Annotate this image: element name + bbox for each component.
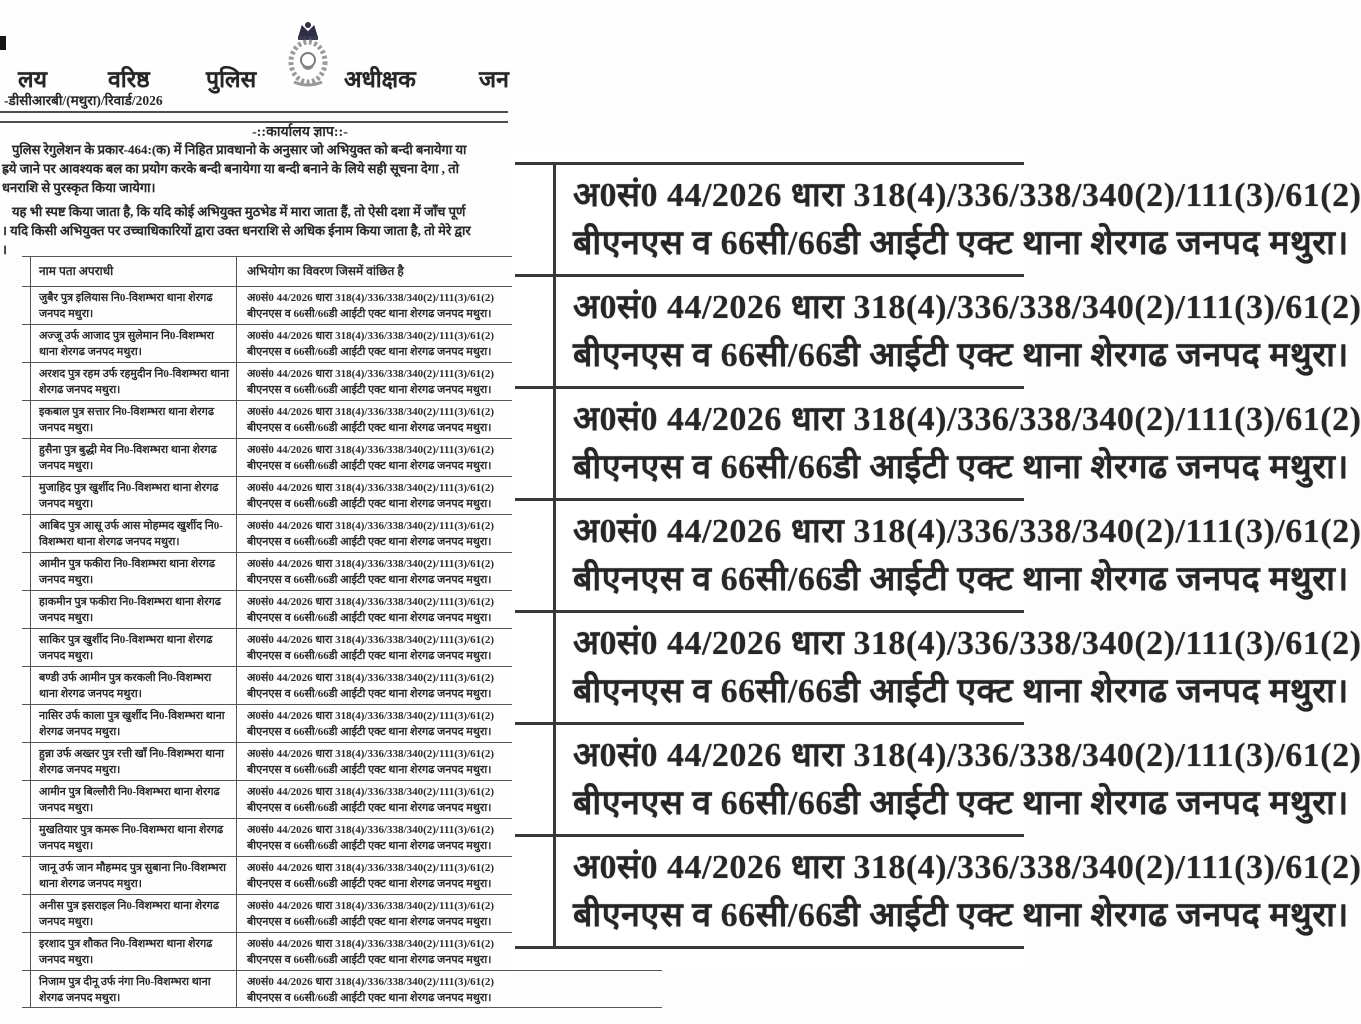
police-crest-icon: [284, 20, 332, 94]
case-line-1: अ0सं0 44/2026 धारा 318(4)/336/338/340(2)/111(3)/61(2): [247, 900, 494, 912]
case-line-2: बीएनएस व 66सी/66डी आईटी एक्ट थाना शेरगढ जनपद मथुरा।: [247, 878, 492, 890]
magnified-case-line-2: बीएनएस व 66सी/66डी आईटी एक्ट थाना शेरगढ जनपद मथुरा।: [573, 785, 1349, 822]
case-line-1: अ0सं0 44/2026 धारा 318(4)/336/338/340(2)/111(3)/61(2): [247, 748, 494, 760]
name-cell: मुखतियार पुत्र कमरू नि0-विशम्भरा थाना शेरगढ जनपद मथुरा।: [30, 819, 237, 856]
case-line-1: अ0सं0 44/2026 धारा 318(4)/336/338/340(2)/111(3)/61(2): [247, 710, 494, 722]
name-cell: हाकमीन पुत्र फकीरा नि0-विशम्भरा थाना शेरगढ जनपद मथुरा।: [30, 591, 237, 628]
magnified-case-line-2: बीएनएस व 66सी/66डी आईटी एक्ट थाना शेरगढ जनपद मथुरा।: [573, 337, 1349, 374]
magnified-case-line-2: बीएनएस व 66सी/66डी आईटी एक्ट थाना शेरगढ जनपद मथुरा।: [573, 897, 1349, 934]
magnified-case-line-2: बीएनएस व 66सी/66डी आईटी एक्ट थाना शेरगढ जनपद मथुरा।: [573, 673, 1349, 710]
reference-number: -डीसीआरबी/(मथुरा)/रिवार्ड/2026: [4, 93, 163, 108]
scan-artifact: [0, 36, 6, 50]
case-line-1: अ0सं0 44/2026 धारा 318(4)/336/338/340(2)/111(3)/61(2): [247, 330, 494, 342]
case-line-2: बीएनएस व 66सी/66डी आईटी एक्ट थाना शेरगढ जनपद मथुरा।: [247, 650, 492, 662]
charges-cell: [237, 971, 662, 1007]
paragraph-line: ।: [2, 242, 7, 257]
case-line-1: अ0सं0 44/2026 धारा 318(4)/336/338/340(2)/111(3)/61(2): [247, 520, 494, 532]
case-line-2: बीएनएस व 66सी/66डी आईटी एक्ट थाना शेरगढ जनपद मथुरा।: [247, 422, 492, 434]
name-cell: आमीन पुत्र फकीरा नि0-विशम्भरा थाना शेरगढ जनपद मथुरा।: [30, 553, 237, 590]
case-line-2: बीएनएस व 66सी/66डी आईटी एक्ट थाना शेरगढ जनपद मथुरा।: [247, 688, 492, 700]
row-separator-line: [515, 386, 1024, 389]
case-line-1: अ0सं0 44/2026 धारा 318(4)/336/338/340(2)/111(3)/61(2): [247, 482, 494, 494]
case-line-1: अ0सं0 44/2026 धारा 318(4)/336/338/340(2)/111(3)/61(2): [247, 862, 494, 874]
magnified-case-line-1: अ0सं0 44/2026 धारा 318(4)/336/338/340(2)/111(3)/61(2): [573, 625, 1361, 662]
paragraph-line: । यदि किसी अभियुक्त पर उच्चाधिकारियों द्वारा उक्त धनराशि से अधिक ईनाम किया जाता है, तो मेरे द्वार: [2, 223, 471, 238]
magnified-case-line-2: बीएनएस व 66सी/66डी आईटी एक्ट थाना शेरगढ जनपद मथुरा।: [573, 225, 1349, 262]
name-cell: जानू उर्फ जान मौहम्मद पुत्र सुबाना नि0-विशम्भरा थाना शेरगढ जनपद मथुरा।: [30, 857, 237, 894]
magnified-case-line-2: बीएनएस व 66सी/66डी आईटी एक्ट थाना शेरगढ जनपद मथुरा।: [573, 449, 1349, 486]
case-line-2: बीएनएस व 66सी/66डी आईटी एक्ट थाना शेरगढ जनपद मथुरा।: [247, 498, 492, 510]
case-line-2: बीएनएस व 66सी/66डी आईटी एक्ट थाना शेरगढ जनपद मथुरा।: [247, 346, 492, 358]
header-cell-charges: अभियोग का विवरण जिसमें वांछित है: [247, 264, 404, 278]
header-cell-name: नाम पता अपराधी: [30, 257, 237, 286]
case-line-2: बीएनएस व 66सी/66डी आईटी एक्ट थाना शेरगढ जनपद मथुरा।: [247, 612, 492, 624]
case-line-1: अ0सं0 44/2026 धारा 318(4)/336/338/340(2)/111(3)/61(2): [247, 672, 494, 684]
name-cell: मुजाहिद पुत्र खुर्शीद नि0-विशम्भरा थाना शेरगढ जनपद मथुरा।: [30, 477, 237, 514]
row-separator-line: [515, 722, 1024, 725]
document-page: [0, 0, 508, 1024]
case-line-2: बीएनएस व 66सी/66डी आईटी एक्ट थाना शेरगढ जनपद मथुरा।: [247, 460, 492, 472]
name-cell: हुन्ना उर्फ अख्तर पुत्र रत्ती खाँ नि0-विशम्भरा थाना शेरगढ जनपद मथुरा।: [30, 743, 237, 780]
name-cell: बण्डी उर्फ आमीन पुत्र करकली नि0-विशम्भरा थाना शेरगढ जनपद मथुरा।: [30, 667, 237, 704]
cell-border-line: [553, 162, 556, 946]
row-separator-line: [515, 610, 1024, 613]
magnified-panel: [512, 150, 1361, 970]
case-line-2: बीएनएस व 66सी/66डी आईटी एक्ट थाना शेरगढ जनपद मथुरा।: [247, 992, 492, 1004]
case-line-2: बीएनएस व 66सी/66डी आईटी एक्ट थाना शेरगढ जनपद मथुरा।: [247, 726, 492, 738]
case-line-1: अ0सं0 44/2026 धारा 318(4)/336/338/340(2)/111(3)/61(2): [247, 976, 494, 988]
case-line-2: बीएनएस व 66सी/66डी आईटी एक्ट थाना शेरगढ जनपद मथुरा।: [247, 764, 492, 776]
name-cell: साकिर पुत्र खुर्शीद नि0-विशम्भरा थाना शेरगढ जनपद मथुरा।: [30, 629, 237, 666]
name-cell: इरशाद पुत्र शौकत नि0-विशम्भरा थाना शेरगढ जनपद मथुरा।: [30, 933, 237, 970]
case-line-2: बीएनएस व 66सी/66डी आईटी एक्ट थाना शेरगढ जनपद मथुरा।: [247, 536, 492, 548]
row-separator-line: [515, 834, 1024, 837]
case-line-1: अ0सं0 44/2026 धारा 318(4)/336/338/340(2)/111(3)/61(2): [247, 786, 494, 798]
paragraph-line: पुलिस रेगुलेशन के प्रकार-464:(क) में निहित प्रावधानो के अनुसार जो अभियुक्त को बन्दी बनायेगा या: [12, 142, 467, 157]
case-line-1: अ0सं0 44/2026 धारा 318(4)/336/338/340(2)/111(3)/61(2): [247, 444, 494, 456]
row-separator-line: [515, 946, 1024, 949]
horizontal-rule: [0, 111, 508, 113]
paragraph-line: ह्रये जाने पर आवश्यक बल का प्रयोग करके बन्दी बनायेगा या बन्दी बनाने के लिये सही सूचना देगा , तो: [2, 161, 459, 176]
row-separator-line: [515, 162, 1024, 165]
case-line-2: बीएनएस व 66सी/66डी आईटी एक्ट थाना शेरगढ जनपद मथुरा।: [247, 384, 492, 396]
header-word: जन: [479, 67, 509, 92]
name-cell: आमीन पुत्र बिल्लौरी नि0-विशम्भरा थाना शेरगढ जनपद मथुरा।: [30, 781, 237, 818]
magnified-case-line-1: अ0सं0 44/2026 धारा 318(4)/336/338/340(2)/111(3)/61(2): [573, 177, 1361, 214]
name-cell: हुसैना पुत्र बुद्धी मेव नि0-विशम्भरा थाना शेरगढ जनपद मथुरा।: [30, 439, 237, 476]
case-line-1: अ0सं0 44/2026 धारा 318(4)/336/338/340(2)/111(3)/61(2): [247, 596, 494, 608]
name-cell: जुबैर पुत्र इलियास नि0-विशम्भरा थाना शेरगढ जनपद मथुरा।: [30, 287, 237, 324]
magnified-case-line-1: अ0सं0 44/2026 धारा 318(4)/336/338/340(2)/111(3)/61(2): [573, 289, 1361, 326]
magnified-case-line-2: बीएनएस व 66सी/66डी आईटी एक्ट थाना शेरगढ जनपद मथुरा।: [573, 561, 1349, 598]
header-word: वरिष्ठ: [108, 67, 150, 92]
paragraph-line: यह भी स्पष्ट किया जाता है, कि यदि कोई अभियुक्त मुठभेड में मारा जाता हैं, तो ऐसी दशा में जाँच पूर्ण: [12, 204, 466, 219]
header-word: लय: [18, 67, 47, 92]
case-line-1: अ0सं0 44/2026 धारा 318(4)/336/338/340(2)/111(3)/61(2): [247, 368, 494, 380]
header-word: पुलिस: [206, 67, 257, 92]
header-word: अधीक्षक: [344, 67, 416, 92]
memo-title: -::कार्यालय ज्ञाप::-: [252, 125, 348, 140]
magnified-case-line-1: अ0सं0 44/2026 धारा 318(4)/336/338/340(2)/111(3)/61(2): [573, 401, 1361, 438]
row-separator-line: [515, 274, 1024, 277]
name-cell: अज्जू उर्फ आजाद पुत्र सुलेमान नि0-विशम्भरा थाना शेरगढ जनपद मथुरा।: [30, 325, 237, 362]
case-line-1: अ0सं0 44/2026 धारा 318(4)/336/338/340(2)/111(3)/61(2): [247, 824, 494, 836]
magnified-case-line-1: अ0सं0 44/2026 धारा 318(4)/336/338/340(2)/111(3)/61(2): [573, 737, 1361, 774]
case-line-2: बीएनएस व 66सी/66डी आईटी एक्ट थाना शेरगढ जनपद मथुरा।: [247, 574, 492, 586]
case-line-1: अ0सं0 44/2026 धारा 318(4)/336/338/340(2)/111(3)/61(2): [247, 634, 494, 646]
paragraph-line: धनराशि से पुरस्कृत किया जायेगा।: [2, 180, 156, 195]
case-line-2: बीएनएस व 66सी/66डी आईटी एक्ट थाना शेरगढ जनपद मथुरा।: [247, 916, 492, 928]
name-cell: इकबाल पुत्र सत्तार नि0-विशम्भरा थाना शेरगढ जनपद मथुरा।: [30, 401, 237, 438]
case-line-2: बीएनएस व 66सी/66डी आईटी एक्ट थाना शेरगढ जनपद मथुरा।: [247, 802, 492, 814]
name-cell: निजाम पुत्र दीनू उर्फ नंगा नि0-विशम्भरा थाना शेरगढ जनपद मथुरा।: [30, 971, 237, 1007]
magnified-case-line-1: अ0सं0 44/2026 धारा 318(4)/336/338/340(2)/111(3)/61(2): [573, 513, 1361, 550]
name-cell: अरशद पुत्र रहम उर्फ रहमुदीन नि0-विशम्भरा थाना शेरगढ जनपद मथुरा।: [30, 363, 237, 400]
case-line-2: बीएनएस व 66सी/66डी आईटी एक्ट थाना शेरगढ जनपद मथुरा।: [247, 954, 492, 966]
case-line-1: अ0सं0 44/2026 धारा 318(4)/336/338/340(2)/111(3)/61(2): [247, 292, 494, 304]
case-line-1: अ0सं0 44/2026 धारा 318(4)/336/338/340(2)/111(3)/61(2): [247, 558, 494, 570]
case-line-2: बीएनएस व 66सी/66डी आईटी एक्ट थाना शेरगढ जनपद मथुरा।: [247, 308, 492, 320]
table-row: [22, 970, 662, 1008]
name-cell: नासिर उर्फ काला पुत्र खुर्शीद नि0-विशम्भरा थाना शेरगढ जनपद मथुरा।: [30, 705, 237, 742]
row-separator-line: [515, 498, 1024, 501]
case-line-2: बीएनएस व 66सी/66डी आईटी एक्ट थाना शेरगढ जनपद मथुरा।: [247, 840, 492, 852]
case-line-1: अ0सं0 44/2026 धारा 318(4)/336/338/340(2)/111(3)/61(2): [247, 406, 494, 418]
magnified-case-line-1: अ0सं0 44/2026 धारा 318(4)/336/338/340(2)/111(3)/61(2): [573, 849, 1361, 886]
name-cell: आबिद पुत्र आसू उर्फ आस मोहम्मद खुर्शीद नि0-विशम्भरा थाना शेरगढ जनपद मथुरा।: [30, 515, 237, 552]
case-line-1: अ0सं0 44/2026 धारा 318(4)/336/338/340(2)/111(3)/61(2): [247, 938, 494, 950]
name-cell: अनीस पुत्र इसराइल नि0-विशम्भरा थाना शेरगढ जनपद मथुरा।: [30, 895, 237, 932]
